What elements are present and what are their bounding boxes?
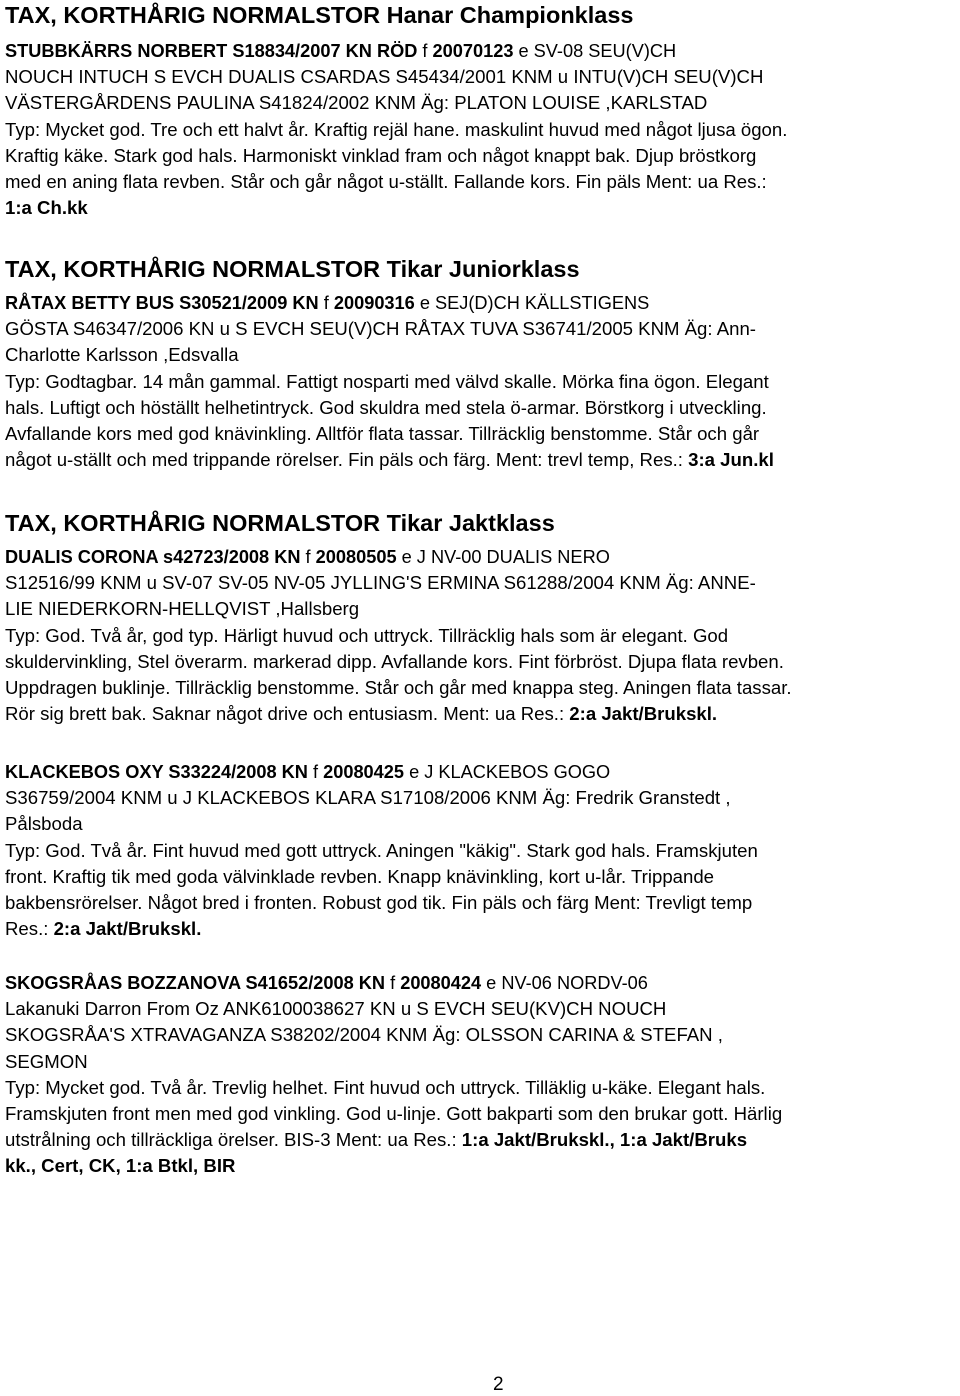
text-run: Kraftig käke. Stark god hals. Harmoniskt vinklad fram och något knappt bak. Djup bröstkorg bbox=[5, 144, 757, 166]
text-run: Typ: Mycket god. Två år. Trevlig helhet. Fint huvud och uttryck. Tilläklig u-käke. Elegant hals. bbox=[5, 1076, 766, 1098]
bold-text: 20080425 bbox=[323, 762, 405, 782]
entry-text-line bbox=[5, 195, 957, 221]
text-run: utstrålning och tillräckliga örelser. BIS-3 Ment: ua Res.: bbox=[5, 1129, 462, 1151]
text-run: Typ: Mycket god. Tre och ett halvt år. Kraftig rejäl hane. maskulint huvud med något ljusa ögon. bbox=[5, 118, 788, 140]
entry-text-line bbox=[5, 369, 957, 395]
bold-text: 1:a Ch.kk bbox=[5, 197, 88, 219]
text-run: skuldervinkling, Stel överarm. markerad dipp. Avfallande kors. Fint förbröst. Djupa flata revben. bbox=[5, 650, 784, 672]
entry-text-line bbox=[5, 701, 957, 727]
text-run: Typ: God. Två år. Fint huvud med gott uttryck. Aningen "käkig". Stark god hals. Framskjuten bbox=[5, 839, 758, 861]
text-run: med en aning flata revben. Står och går något u-ställt. Fallande kors. Fin päls Ment: ua Res.: bbox=[5, 170, 767, 192]
entry-text-line bbox=[5, 117, 957, 143]
entry-text-line bbox=[5, 1127, 957, 1153]
text-run: NOUCH INTUCH S EVCH DUALIS CSARDAS S45434/2001 KNM u INTU(V)CH SEU(V)CH bbox=[5, 66, 764, 88]
bold-text: DUALIS CORONA s42723/2008 KN bbox=[5, 547, 301, 567]
entry-text-line bbox=[5, 864, 957, 890]
entry-text-line bbox=[5, 1075, 957, 1101]
entry-text-line bbox=[5, 811, 957, 837]
bold-text: 2:a Jakt/Brukskl. bbox=[53, 918, 202, 940]
entry-text-line bbox=[5, 1049, 957, 1075]
text-run: Typ: God. Två år, god typ. Härligt huvud och uttryck. Tillräcklig hals som är elegant. God bbox=[5, 624, 729, 646]
bold-text: STUBBKÄRRS NORBERT S18834/2007 KN RÖD bbox=[5, 41, 418, 61]
bold-text: 20090316 bbox=[333, 293, 415, 313]
entry-text-line bbox=[5, 890, 957, 916]
text-run: Res.: bbox=[5, 918, 54, 940]
text-run: S36759/2004 KNM u J KLACKEBOS KLARA S17108/2006 KNM Äg: Fredrik Granstedt , bbox=[5, 787, 731, 809]
entry-text-line bbox=[5, 838, 957, 864]
dog-entry bbox=[5, 38, 957, 221]
text-run: e J NV-00 DUALIS NERO bbox=[396, 547, 610, 567]
entry-text-line bbox=[5, 395, 957, 421]
text-run: något u-ställt och med trippande rörelser. Fin päls och färg. Ment: trevl temp, Res.: bbox=[5, 449, 689, 471]
entry-text-line bbox=[5, 1153, 957, 1179]
dog-entry bbox=[5, 759, 957, 942]
text-run: Framskjuten front men med god vinkling. God u-linje. Gott bakparti som den brukar gott. Härlig bbox=[5, 1102, 783, 1124]
bold-text: 20080424 bbox=[400, 973, 482, 993]
entry-text-line bbox=[5, 64, 957, 90]
text-run: hals. Luftigt och höställt helhetintryck. God skuldra med stela ö-armar. Börstkorg i utveckling. bbox=[5, 396, 767, 418]
section-heading: TAX, KORTHÅRIG NORMALSTOR Tikar Juniorklass bbox=[5, 256, 580, 282]
text-run: Avfallande kors med god knävinkling. Alltför flata tassar. Tillräcklig benstomme. Står och går bbox=[5, 422, 760, 444]
entry-text-line bbox=[5, 1101, 957, 1127]
entry-text-line bbox=[5, 421, 957, 447]
text-run: Lakanuki Darron From Oz ANK6100038627 KN u S EVCH SEU(KV)CH NOUCH bbox=[5, 998, 667, 1020]
bold-text: SKOGSRÅAS BOZZANOVA S41652/2008 KN bbox=[5, 973, 386, 993]
bold-text: 3:a Jun.kl bbox=[688, 449, 774, 471]
entry-text-line bbox=[5, 342, 957, 368]
entry-title-line bbox=[5, 759, 957, 785]
text-run: Typ: Godtagbar. 14 mån gammal. Fattigt nosparti med välvd skalle. Mörka fina ögon. Elegant bbox=[5, 370, 769, 392]
text-run: S12516/99 KNM u SV-07 SV-05 NV-05 JYLLING'S ERMINA S61288/2004 KNM Äg: ANNE- bbox=[5, 572, 756, 594]
entry-text-line bbox=[5, 1022, 957, 1048]
text-run: f bbox=[385, 973, 401, 993]
entry-text-line bbox=[5, 675, 957, 701]
text-run: f bbox=[307, 762, 324, 782]
entry-title-line bbox=[5, 290, 957, 316]
entry-text-line bbox=[5, 785, 957, 811]
text-run: f bbox=[318, 293, 334, 313]
entry-text-line bbox=[5, 169, 957, 195]
entry-text-line bbox=[5, 447, 957, 473]
entry-text-line bbox=[5, 623, 957, 649]
page-number: 2 bbox=[493, 1374, 504, 1395]
text-run: e SEJ(D)CH KÄLLSTIGENS bbox=[414, 293, 650, 313]
text-run: Pålsboda bbox=[5, 813, 83, 835]
text-run: e SV-08 SEU(V)CH bbox=[513, 41, 677, 61]
bold-text: KLACKEBOS OXY S33224/2008 KN bbox=[5, 762, 308, 782]
text-run: GÖSTA S46347/2006 KN u S EVCH SEU(V)CH RÅTAX TUVA S36741/2005 KNM Äg: Ann- bbox=[5, 318, 756, 340]
entry-text-line bbox=[5, 596, 957, 622]
entry-text-line bbox=[5, 90, 957, 116]
text-run: LIE NIEDERKORN-HELLQVIST ,Hallsberg bbox=[5, 598, 360, 620]
bold-text: kk., Cert, CK, 1:a Btkl, BIR bbox=[5, 1155, 236, 1177]
bold-text: 20080505 bbox=[315, 547, 397, 567]
text-run: Rör sig brett bak. Saknar något drive och entusiasm. Ment: ua Res.: bbox=[5, 703, 570, 725]
dog-entry bbox=[5, 544, 957, 727]
section-heading: TAX, KORTHÅRIG NORMALSTOR Hanar Championklass bbox=[5, 2, 634, 28]
section-heading: TAX, KORTHÅRIG NORMALSTOR Tikar Jaktklass bbox=[5, 510, 555, 536]
entry-text-line bbox=[5, 996, 957, 1022]
bold-text: 2:a Jakt/Brukskl. bbox=[569, 703, 718, 725]
entry-title-line bbox=[5, 970, 957, 996]
text-run: f bbox=[417, 41, 433, 61]
entry-text-line bbox=[5, 143, 957, 169]
text-run: front. Kraftig tik med goda välvinklade revben. Knapp knävinkling, kort u-lår. Trippande bbox=[5, 865, 715, 887]
text-run: e NV-06 NORDV-06 bbox=[481, 973, 648, 993]
entry-text-line bbox=[5, 916, 957, 942]
entry-title-line bbox=[5, 544, 957, 570]
text-run: Uppdragen buklinje. Tillräcklig benstomme. Står och går med knappa steg. Aningen flata tassar. bbox=[5, 676, 792, 698]
dog-entry bbox=[5, 970, 957, 1180]
text-run: f bbox=[300, 547, 316, 567]
text-run: VÄSTERGÅRDENS PAULINA S41824/2002 KNM Äg: PLATON LOUISE ,KARLSTAD bbox=[5, 92, 708, 114]
entry-text-line bbox=[5, 649, 957, 675]
text-run: SKOGSRÅA'S XTRAVAGANZA S38202/2004 KNM Äg: OLSSON CARINA & STEFAN , bbox=[5, 1024, 723, 1046]
text-run: e J KLACKEBOS GOGO bbox=[404, 762, 611, 782]
bold-text: 1:a Jakt/Brukskl., 1:a Jakt/Bruks bbox=[461, 1129, 748, 1151]
dog-entry bbox=[5, 290, 957, 473]
entry-title-line bbox=[5, 38, 957, 64]
entry-text-line bbox=[5, 316, 957, 342]
text-run: Charlotte Karlsson ,Edsvalla bbox=[5, 344, 239, 366]
bold-text: RÅTAX BETTY BUS S30521/2009 KN bbox=[5, 293, 319, 313]
bold-text: 20070123 bbox=[432, 41, 514, 61]
entry-text-line bbox=[5, 570, 957, 596]
text-run: SEGMON bbox=[5, 1050, 88, 1072]
text-run: bakbensrörelser. Något bred i fronten. Robust god tik. Fin päls och färg Ment: Trevligt temp bbox=[5, 891, 753, 913]
